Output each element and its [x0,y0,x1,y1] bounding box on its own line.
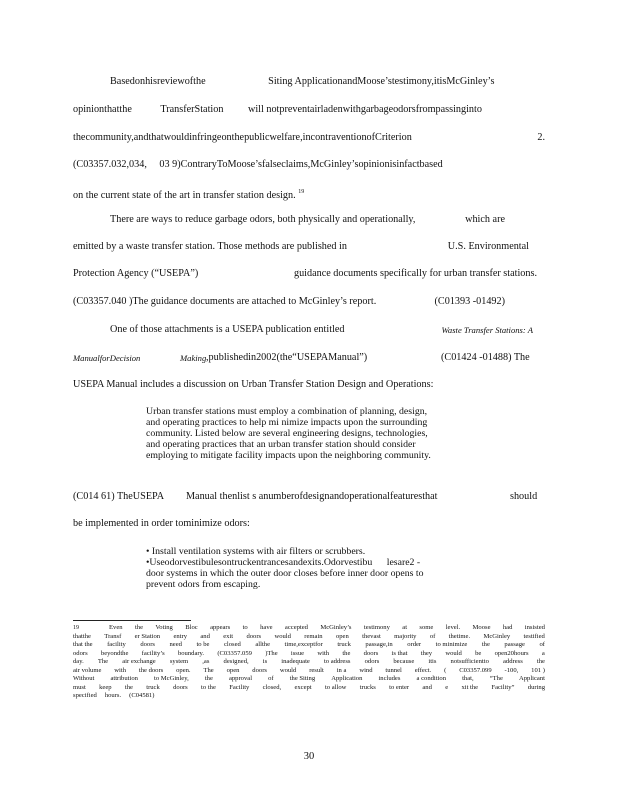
footnote-word: The [97,658,109,665]
quote-line: and operating practices to help mi nimize impacts upon the surrounding [146,417,428,428]
footnote-word: to enter [389,683,410,691]
footnote-word: notsufficientto [450,658,489,665]
footnote-word: result [309,666,324,674]
footnote-line [73,692,545,701]
text-span: thecommunity,andthatwouldinfringeonthepublicwelfare,incontraventionofCriterion [73,132,412,143]
footnote-word: doors [246,632,262,640]
footnote-word: issue [290,649,305,657]
footnote-word: passage [504,641,525,648]
text-span: emitted by a waste transfer station. Those methods are published in [73,241,347,252]
text-span: There are ways to reduce garbage odors, both physically and operationally, [110,214,416,225]
footnote-word: of [429,632,436,640]
footnote-word: effect. [414,666,432,674]
text-span: •Useodorvestibulesontruckentrancesandexits.Odorvestibu [146,557,373,568]
footnote-word: had [502,624,513,631]
footnote-word: would [274,632,291,640]
footnote-word: “The [489,675,503,682]
block-quote [146,406,518,461]
footnote-word: to be [196,641,210,648]
footnote-line [73,633,545,642]
footnote-word: in a [336,666,347,674]
footnote-word: and [422,683,432,691]
text-span: Basedonhisreviewofthe [110,76,206,87]
footnote-word: specified [73,692,97,699]
footnote-word: the [342,649,351,657]
footnote-word: odors [73,649,88,657]
quote-line: and operating practices that an urban transfer station should consider [146,439,416,450]
footnote-word: Without [73,675,95,682]
body-line [73,518,250,530]
text-span: 03 9)ContraryToMoose’sfalseclaims,McGinley’sopinionisinfactbased [159,159,443,170]
footnote-word: McGinley’s [320,624,352,631]
footnote-word: facility [107,641,126,648]
text-span: guidance documents specifically for urban transfer stations. [293,268,537,279]
footnote-word: Applicant [518,675,545,682]
text-span: (C03357.040 )The guidance documents are attached to McGinley’s report. [73,296,377,307]
footnote-word: to [242,624,248,631]
footnote-word: doors [363,649,379,657]
body-line [73,491,539,503]
footnote-word: open [226,666,240,674]
footnote-word: passage,in [365,641,393,648]
text-span: on the current state of the art in transfer station design. [73,190,296,201]
footnote-word: doors [140,641,155,648]
footnote-word: includes [378,675,401,682]
text-span: Waste Transfer Stations: A [441,325,533,335]
footnote-word: trucks [359,683,376,691]
footnote-word: time,exceptfor [284,641,323,648]
text-span: (C03357.032,034, [73,159,147,170]
footnote-word: level. [445,624,461,631]
footnote-word: McGinley [483,632,511,640]
footnote-word: testified [523,632,545,640]
footnote-word: C03357.099 [459,666,492,674]
bullet-list [146,546,518,590]
quote-line: employing to mitigate facility impacts upon the neighboring community. [146,450,431,461]
footnote-word: er Station [134,632,161,640]
footnote-word: The [203,666,214,674]
footnote-word: remain [304,632,323,640]
footnote-word: boundary. [177,649,205,657]
footnote-word: would [279,666,297,674]
body-line [110,324,533,336]
body-line [110,214,505,226]
footnote-word: a condition [416,675,446,682]
footnote-word: to minimize [435,641,468,648]
footnote-word: during [527,683,545,691]
footnote-word: Facility [229,683,250,691]
body-line [73,352,539,365]
text-span: which are [465,214,505,225]
footnote [73,624,545,701]
text-span: USEPA Manual includes a discussion on Urban Transfer Station Design and Operations: [73,379,434,390]
footnote-word: thatthe [73,632,91,640]
footnote-word: insisted [524,624,545,631]
bullet-item: door systems in which the outer door closes before inner door opens to [146,568,424,579]
footnote-word: at [402,624,408,631]
footnote-word: the [536,658,545,665]
footnote-word: tunnel [385,666,402,674]
footnote-word: )The [265,649,278,657]
footnote-word: attribution [110,675,138,682]
text-span: Siting ApplicationandMoose’stestimony,itisMcGinley’s [268,76,495,87]
body-line [110,76,494,88]
text-span: (C014 61) TheUSEPA [73,491,165,502]
footnote-word: truck [146,683,160,691]
footnote-word: e [445,683,449,691]
footnote-word: that the [73,641,93,648]
footnote-word: open20hours [494,649,529,657]
footnote-word: the [124,683,133,691]
footnote-word: Voting [155,624,173,631]
text-span: TransferStation [160,104,224,115]
footnote-word: accepted [284,624,308,631]
body-line [73,241,529,253]
text-span: Protection Agency (“USEPA”) [73,268,199,279]
footnote-word: air volume [73,666,102,674]
footnote-word: keep [99,683,112,691]
text-span: (C01424 -01488) The [441,352,530,363]
footnote-word: to the [201,683,216,691]
footnote-word: open [335,632,349,640]
footnote-word: closed, [262,683,282,691]
footnote-word: -100, [504,666,519,674]
footnote-word: thevast [362,632,381,640]
footnote-word: system [169,658,189,665]
footnote-word: allthe [255,641,271,648]
body-line [73,159,443,171]
footnote-word: be [475,649,482,657]
footnote-word: have [260,624,273,631]
footnote-word: with [114,666,126,674]
footnote-rule [73,620,191,621]
footnote-word: with [317,649,330,657]
footnote-line [73,658,545,667]
footnote-word: beyondthe [100,649,129,657]
quote-line: community. Listed below are several engineering designs, technologies, [146,428,428,439]
footnote-word: and [200,632,210,640]
text-span: opinionthatthe [73,104,132,115]
footnote-word: day. [73,658,84,665]
text-span: (C01393 -01492) [434,296,505,307]
footnote-word: 101 ) [531,666,545,674]
footnote-word: to address [323,658,351,665]
text-span: Making [180,353,207,363]
bullet-item: prevent odors from escaping. [146,579,261,590]
text-span: U.S. Environmental [447,241,529,252]
footnote-word: thetime. [448,632,471,640]
footnote-line [73,650,545,659]
footnote-word: closed [223,641,241,648]
text-span: be implemented in order tominimize odors: [73,518,250,529]
footnote-word: must [73,683,86,691]
footnote-word: designed, [223,658,249,665]
body-line [73,268,537,280]
footnote-word: that, [462,675,474,682]
footnote-word: Even [109,624,123,631]
footnote-word: the [481,641,490,648]
body-line [73,186,304,202]
footnote-word: they [420,649,433,657]
body-line [73,132,545,144]
footnote-word: appears [210,624,231,631]
footnote-word: doors [173,683,188,691]
footnote-word: ,as [202,658,210,665]
footnote-line [73,667,545,676]
footnote-word: to McGinley, [154,675,189,682]
text-span: ,publishedin2002(the“USEPAManual”) [206,352,368,363]
bullet-item: • Install ventilation systems with air filters or scrubbers. [146,546,366,557]
footnote-word: air exchange [122,658,156,665]
text-span: lesare2 - [386,557,421,568]
footnote-word: the doors [138,666,164,674]
text-span: 2. [537,132,545,143]
footnote-word: the [204,675,213,682]
footnote-word: Transf [104,632,122,640]
text-span: Manual thenlist s anumberofdesignandoperationalfeaturesthat [186,491,438,502]
footnote-word: is that [391,649,408,657]
footnote-word: to allow [324,683,347,691]
footnote-line [73,641,545,650]
footnote-word: hours. [104,692,122,699]
footnote-word: (C04581) [129,692,155,699]
footnote-word: facility’s [141,649,165,657]
footnote-word: of [268,675,274,682]
footnote-word: is [262,658,268,665]
footnote-word: address [502,658,523,665]
footnote-word: testimony [363,624,390,631]
footnote-word: need [169,641,182,648]
footnote-word: of [539,641,545,648]
body-line [73,104,482,116]
footnote-word: (C03357.059 [217,649,252,657]
footnote-line [73,684,545,693]
footnote-line [73,675,545,684]
footnote-word: inadequate [281,658,310,665]
footnote-word: the Siting [289,675,316,682]
bullet-item [146,557,518,568]
footnote-word: approval [228,675,253,682]
footnote-word: ( [444,666,447,674]
page-number: 30 [303,751,315,762]
body-line [73,379,433,391]
footnote-word: because [393,658,415,665]
text-span: will notpreventairladenwithgarbageodorsfrompassinginto [247,104,482,115]
footnote-word: Application [331,675,363,682]
footnote-word: wind [359,666,373,674]
footnote-word: some [419,624,434,631]
footnote-word: a [541,649,545,657]
text-span: should [510,491,538,502]
footnote-word: truck [337,641,351,648]
footnote-word: order [407,641,422,648]
footnote-word: xit the [461,683,479,691]
body-line [73,296,505,308]
text-span: One of those attachments is a USEPA publication entitled [110,324,345,335]
footnote-word: would [445,649,462,657]
footnote-word: except [294,683,312,691]
quote-line: Urban transfer stations must employ a combination of planning, design, [146,406,428,417]
footnote-word: Facility” [491,683,515,691]
footnote-word: majority [394,632,417,640]
footnote-word: doors [252,666,267,674]
footnote-marker: 19 [73,625,79,631]
text-span: ManualforDecision [73,353,141,363]
footnote-line [73,624,545,633]
footnote-word: itis [428,658,437,665]
footnote-word: Bloc [185,624,198,631]
footnote-word: odors [364,658,380,665]
footnote-word: open. [176,666,191,674]
footnote-word: Moose [472,624,491,631]
footnote-word: entry [173,632,187,640]
footnote-word: exit [223,632,234,640]
footnote-word: the [134,624,143,631]
footnote-ref: 19 [298,189,305,195]
